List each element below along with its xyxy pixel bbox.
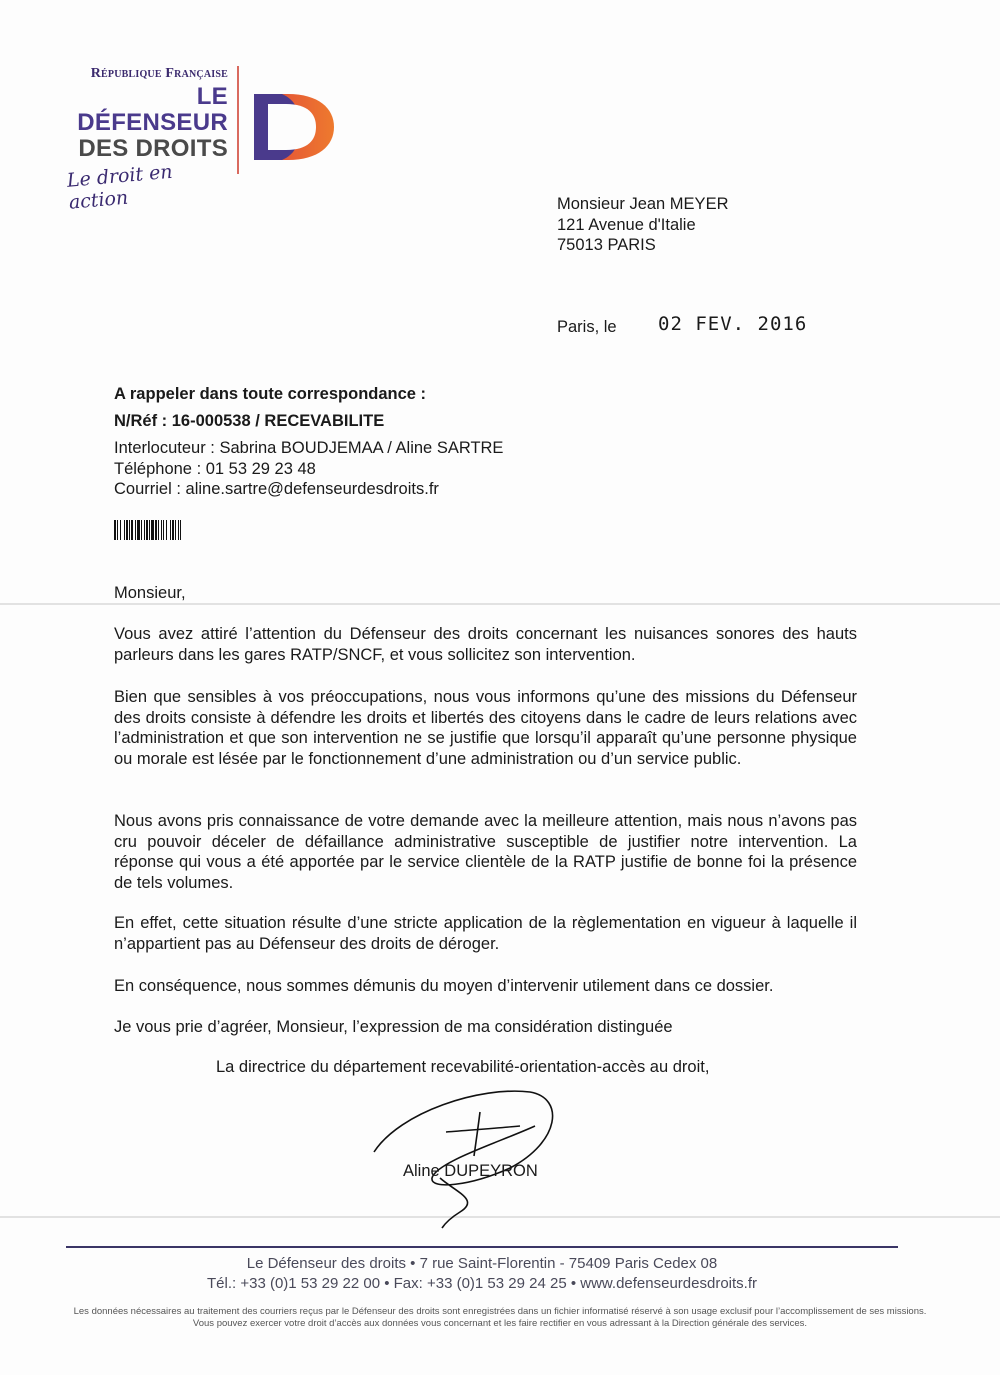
recipient-address xyxy=(557,194,729,256)
reference-block xyxy=(114,381,426,435)
reference-number: N/Réf : 16-000538 / RECEVABILITE xyxy=(114,412,385,430)
signer-name: Aline DUPEYRON xyxy=(403,1162,538,1180)
logo-d-mark-icon xyxy=(252,92,336,162)
paragraph-1: Vous avez attiré l’attention du Défenseur des droits concernant les nuisances sonores des hauts parleurs dans les gares RATP/SNCF, et vous sollicitez son intervention. xyxy=(114,625,857,664)
footer-divider xyxy=(66,1246,898,1248)
paragraph-4: En effet, cette situation résulte d’une stricte application de la règlementation en vigueur à laquelle il n’appartient pas au Défenseur des droits de déroger. xyxy=(114,914,857,953)
privacy-notice-line-2: Vous pouvez exercer votre droit d’accès aux données vous concernant et les faire rectifier en vous adressant à la Direction générale des services. xyxy=(192,1317,808,1329)
paragraph-3: Nous avons pris connaissance de votre demande avec la meilleure attention, mais nous n’avons pas cru pouvoir déceler de défaillance administrative susceptible de justifier notre intervention. La réponse qui vous a été apportée par le service clientèle de la RATP justifie de bonne foi la présence de tels volumes. xyxy=(114,812,857,892)
contact-block xyxy=(114,438,503,500)
footer xyxy=(66,1254,898,1294)
barcode-icon xyxy=(114,520,252,540)
signatory-title: La directrice du département recevabilité-orientation-accès au droit, xyxy=(216,1058,710,1076)
logo-tagline: Le droit en action xyxy=(66,160,174,214)
reference-heading: A rappeler dans toute correspondance : xyxy=(114,385,427,403)
interlocuteur: Interlocuteur : Sabrina BOUDJEMAA / Aline SARTRE xyxy=(114,439,504,457)
courriel: Courriel : aline.sartre@defenseurdesdroits.fr xyxy=(114,480,439,498)
republique-francaise-label: République Française xyxy=(90,66,228,81)
recipient-city: 75013 PARIS xyxy=(557,236,656,254)
logo-divider xyxy=(237,66,239,174)
telephone: Téléphone : 01 53 29 23 48 xyxy=(114,459,316,478)
recipient-street: 121 Avenue d'Italie xyxy=(557,215,696,234)
date-label: Paris, le xyxy=(557,318,617,336)
paragraph-2: Bien que sensibles à vos préoccupations, nous vous informons qu’une des missions du Défenseur des droits consiste à défendre les droits et libertés des citoyens dans le cadre de leurs relations avec l’administration et que son intervention ne se justifie que lorsqu’il apparaît qu’une personne physique ou morale est lésée par le fonctionnement d’une administration ou d’un service public. xyxy=(114,688,857,768)
privacy-notice xyxy=(40,1306,960,1329)
date-stamp: 02 FEV. 2016 xyxy=(658,313,808,335)
footer-phones: Tél.: +33 (0)1 53 29 22 00 • Fax: +33 (0)1 53 29 24 25 • www.defenseurdesdroits.fr xyxy=(207,1275,757,1292)
closing-formula: Je vous prie d’agréer, Monsieur, l’expression de ma considération distinguée xyxy=(114,1018,673,1036)
salutation: Monsieur, xyxy=(114,584,186,602)
logo-line-2: DES DROITS xyxy=(78,135,228,162)
recipient-name: Monsieur Jean MEYER xyxy=(557,195,729,213)
privacy-notice-line-1: Les données nécessaires au traitement des courriers reçus par le Défenseur des droits sont enregistrées dans un fichier informatisé réservé à son usage exclusif pour l’accomplissement de ses missions. xyxy=(73,1306,927,1317)
institution-logo-text xyxy=(66,66,228,214)
handwritten-signature-icon xyxy=(360,1082,580,1232)
footer-address: Le Défenseur des droits • 7 rue Saint-Florentin - 75409 Paris Cedex 08 xyxy=(246,1255,718,1272)
logo-line-1: LE DÉFENSEUR xyxy=(77,83,228,136)
paragraph-5: En conséquence, nous sommes démunis du moyen d’intervenir utilement dans ce dossier. xyxy=(114,977,774,995)
